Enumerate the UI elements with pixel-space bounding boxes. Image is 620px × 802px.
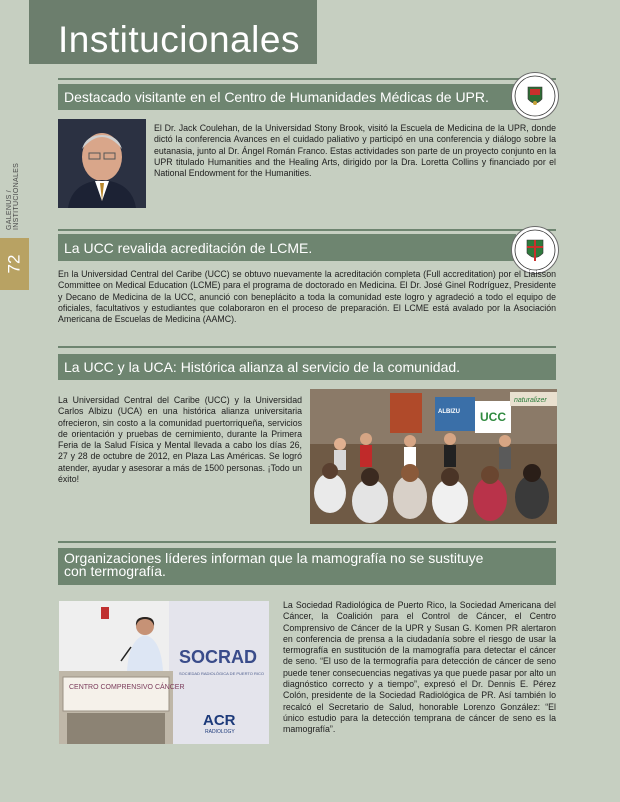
article-1-body: El Dr. Jack Coulehan, de la Universidad Stony Brook, visitó la Escuela de Medicina de la UPR, donde dictó la conferencia Avances en el cuidado paliativo y participó en una conferencia y diálogo sobre la eutanasia, junto al Dr. Ángel Román Franco. Estas actividades son parte de un proyecto conjunto en la UPR titulado Humanities and the Healing Arts, dirigido por la Dra. Loretta Collins y financiado por el National Endowment for the Humanities. bbox=[154, 123, 556, 179]
photo-jack-coulehan bbox=[58, 119, 146, 208]
section-title: Institucionales bbox=[58, 19, 300, 60]
article-1-rule bbox=[58, 78, 556, 80]
sign-socrad-sub: SOCIEDAD RADIOLÓGICA DE PUERTO RICO bbox=[179, 671, 264, 676]
photo-health-fair bbox=[310, 389, 557, 524]
sign-acr-sub: RADIOLOGY bbox=[205, 729, 235, 735]
article-4-headline bbox=[58, 548, 556, 585]
article-1-headline: Destacado visitante en el Centro de Humanidades Médicas de UPR. bbox=[58, 84, 516, 110]
photo-press-conference bbox=[59, 601, 269, 744]
article-2-body: En la Universidad Central del Caribe (UCC) se obtuvo nuevamente la acreditación completa (Full accreditation) por el Liaisson Committee on Medical Education (LCME) para el programa de doctorado en Medicina. El Dr. José Ginel Rodríguez, Presidente y Decano de Medicina de la UCC, anunció con beneplácito a toda la comunidad este logro y agradeció a todo el equipo de oficiales, facultativos y estudiantes que colaboraron en el proceso de preparación. El LCME está avalado por la Asociación Americana de Escuelas de Medicina (AAMC). bbox=[58, 269, 556, 325]
podium-sign: CENTRO COMPRENSIVO CÁNCER bbox=[69, 684, 185, 691]
article-3-body: La Universidad Central del Caribe (UCC) y la Universidad Carlos Albizu (UCA) en una histórica alianza universitaria ofrecieron, sin costo a la comunidad puertorriqueña, servicios de orientación y pruebas de cernimiento, durante la Primera Feria de la Salud Física y Mental llevada a cabo los días 26, 27 y 28 de octubre de 2012, en Plaza Las Américas. Se logró atender, ayudar y asesorar a más de 1500 personas. ¡Todo un éxito! bbox=[58, 395, 302, 485]
article-3-rule bbox=[58, 346, 556, 348]
article-2-rule bbox=[58, 229, 556, 231]
article-2-headline: La UCC revalida acreditación de LCME. bbox=[58, 234, 516, 261]
page-number: 72 bbox=[4, 254, 24, 274]
sign-naturalizer: naturalizer bbox=[514, 397, 547, 404]
article-4-body: La Sociedad Radiológica de Puerto Rico, la Sociedad Americana del Cáncer, la Coalición para el Control de Cáncer, el Centro Comprensivo de Cáncer de la UPR y Susan G. Komen PR alertaron en conferencia de prensa a la ciudadanía sobre el riesgo de usar la termografía en sustitución de la mamografía para detectar el cáncer de seno. “El uso de la termografía para detección de cáncer de seno puede tener consecuencias negativas ya que puede pasar por alto un diagnóstico correcto y a tiempo”, expresó el Dr. Dennis E. Pérez Colón, presidente de la Sociedad Radiológica de PR. Así también lo recalcó el Secretario de Salud, honorable Lorenzo González: “El único estudio para la detección temprana de cáncer de seno es la mamografía”. bbox=[283, 600, 556, 735]
sign-socrad: SOCRAD bbox=[179, 647, 258, 667]
sign-albizu: ALBIZU bbox=[438, 409, 460, 415]
article-4-rule bbox=[58, 541, 556, 543]
side-label: GALENUS / INSTITUCIONALES bbox=[6, 162, 20, 230]
article-4-headline-line2: con termografía. bbox=[64, 563, 166, 579]
ucc-seal bbox=[511, 226, 559, 274]
article-3-headline: La UCC y la UCA: Histórica alianza al servicio de la comunidad. bbox=[58, 354, 556, 380]
sign-ucc: UCC bbox=[480, 410, 506, 424]
sign-acr: ACR bbox=[203, 712, 236, 729]
article-4-headline-line1: Organizaciones líderes informan que la mamografía no se sustituye bbox=[64, 550, 484, 566]
upr-seal bbox=[511, 72, 559, 120]
